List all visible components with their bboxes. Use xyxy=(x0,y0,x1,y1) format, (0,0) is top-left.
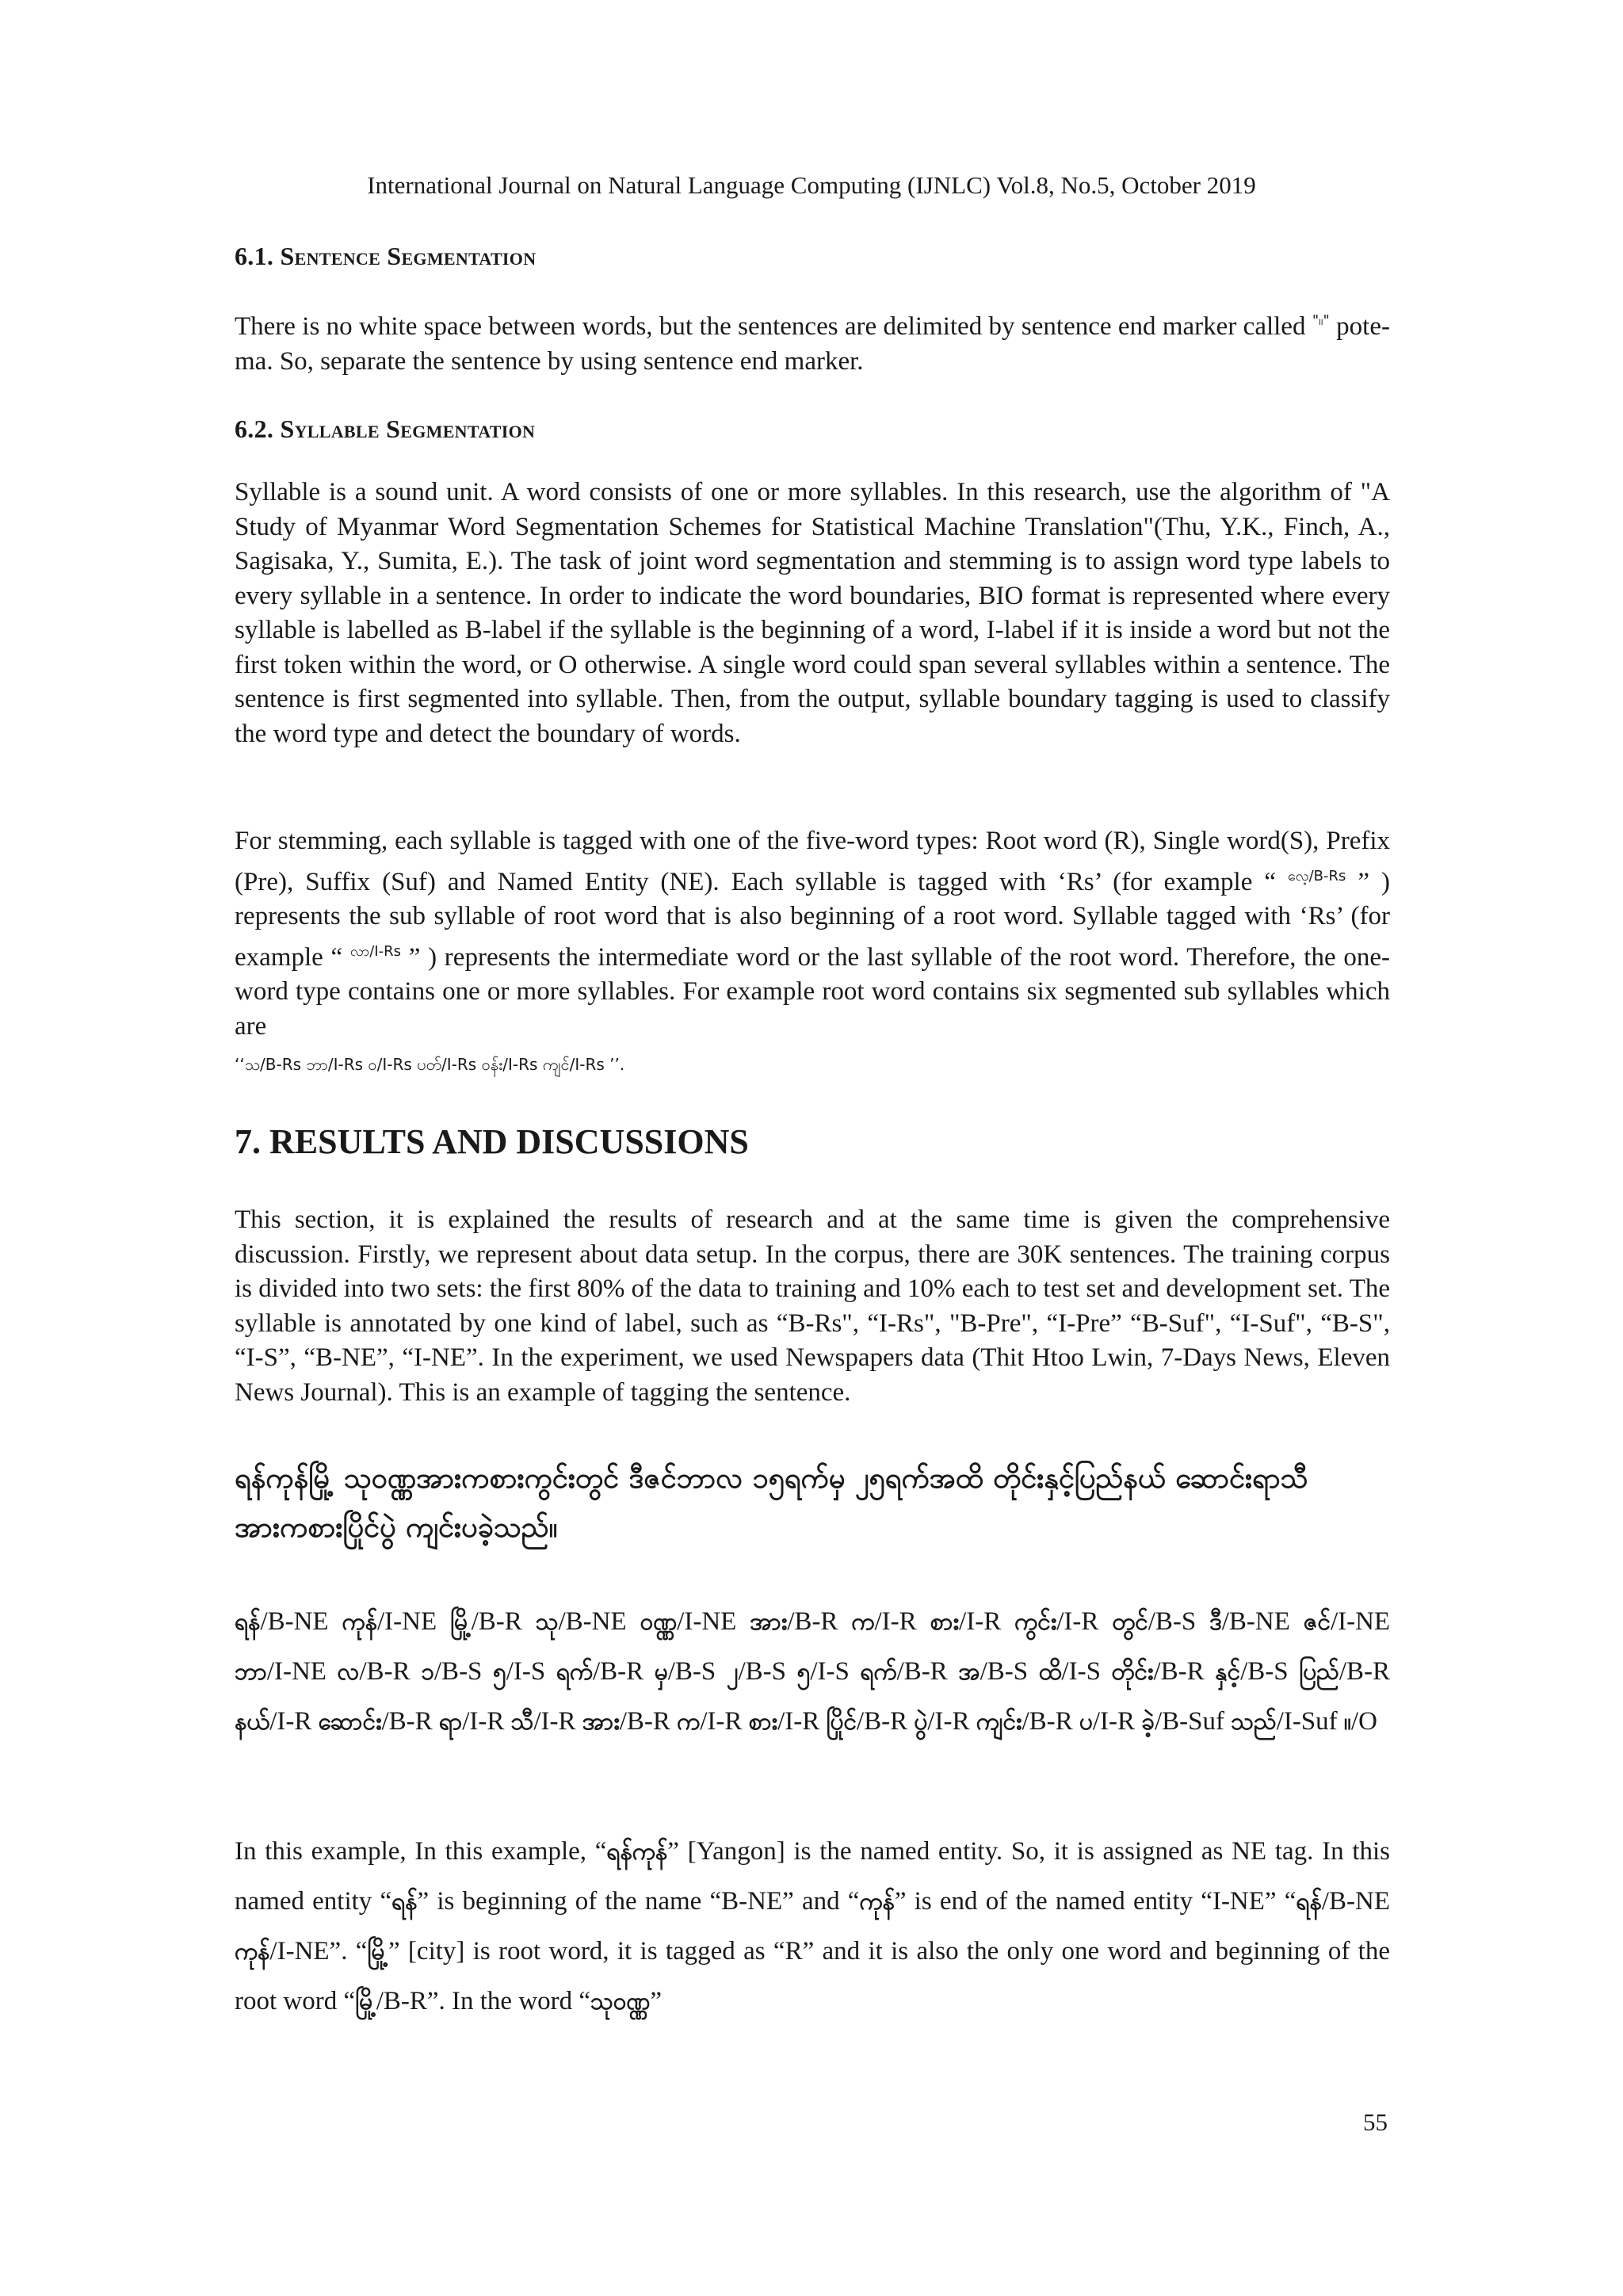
tagged-token xyxy=(1141,1707,1224,1736)
section-7-paragraph-2 xyxy=(235,1827,1390,2027)
token-tag: /B-S xyxy=(433,1657,483,1686)
myanmar-word: ကုန် xyxy=(235,1938,270,1966)
tagged-token xyxy=(1079,1707,1135,1736)
tagged-token xyxy=(536,1607,627,1636)
tagged-token xyxy=(1299,1657,1390,1686)
token-tag: /I-S xyxy=(810,1657,850,1686)
tagged-token xyxy=(1112,1607,1196,1636)
tagged-token xyxy=(338,1657,411,1686)
tagged-token xyxy=(1215,1657,1288,1686)
token-tag: /I-NE xyxy=(376,1607,437,1636)
text-run: ” [Yangon] is the named entity. So, it is assigned as NE tag. In this named entity “ xyxy=(235,1837,1390,1916)
tagged-token xyxy=(749,1707,820,1736)
tagged-token xyxy=(1112,1657,1205,1686)
token-syllable: သည် xyxy=(1231,1708,1277,1736)
token-syllable: ခဲ့ xyxy=(1141,1708,1155,1736)
token-syllable: သီ xyxy=(510,1708,534,1736)
token-tag: /B-S xyxy=(1240,1657,1289,1686)
token-tag: /B-S xyxy=(738,1657,786,1686)
token-syllable: ဇင် xyxy=(1303,1608,1331,1636)
token-syllable: ဝဏ္ဏ xyxy=(640,1608,678,1636)
tagged-token xyxy=(439,1707,504,1736)
sentence-end-marker: "။" xyxy=(1312,312,1330,329)
token-tag: /B-R xyxy=(1022,1707,1073,1736)
token-syllable: ပြိုင် xyxy=(826,1708,857,1736)
token-syllable: အ xyxy=(958,1658,980,1686)
tagged-token xyxy=(677,1707,742,1736)
token-tag: /B-R xyxy=(1338,1657,1391,1686)
text-run: /I-NE”. “ xyxy=(269,1937,368,1966)
token-syllable: ကုန် xyxy=(342,1608,377,1636)
token-tag: /B-S xyxy=(980,1657,1029,1686)
text-run: ” [city] is root word, it is tagged as “R” and it is also the only one word and beginning of the root word “ xyxy=(235,1937,1390,2015)
text-run: ” ) represents the intermediate word or the last syllable of the root word. Therefore, the one-word type contains one or more syllables. For example root word contains six segmented sub syllables which are xyxy=(235,942,1390,1041)
token-syllable: မြို့ xyxy=(450,1608,472,1636)
token-syllable: ပွဲ xyxy=(914,1708,928,1736)
tagged-token xyxy=(582,1707,670,1736)
myanmar-example-sentence: ရန်ကုန်မြို့ သုဝဏ္ဏအားကစားကွင်းတွင် ဒီဇင်ဘာလ ၁၅ရက်မှ ၂၅ရက်အထိ တိုင်းနှင့်ပြည်နယ် ဆောင်းရာသီ အားကစားပြိုင်ပွဲ ကျင်းပခဲ့သည်။ xyxy=(235,1462,1308,1544)
section-6-2-paragraph-2 xyxy=(235,824,1390,1044)
text-run: ” ) represents the sub syllable of root word that is also beginning of a root word. Syllable tagged with ‘Rs’ (for example “ xyxy=(235,867,1391,972)
text-run: For stemming, each syllable is tagged with one of the five-word types: Root word (R), Single word(S), Prefix (Pre), Suffix (Suf) and Named Entity (NE). Each syllable is tagged with ‘Rs’ (for example “ xyxy=(235,827,1390,896)
page-number: 55 xyxy=(1363,2108,1388,2136)
token-syllable: ဒီ xyxy=(1209,1608,1222,1636)
token-syllable: ရက် xyxy=(860,1658,897,1686)
token-syllable: ။ xyxy=(1343,1708,1351,1736)
tagged-token xyxy=(450,1607,522,1636)
token-syllable: အား xyxy=(750,1608,788,1636)
tagged-token xyxy=(342,1607,437,1636)
token-syllable: ၅ xyxy=(493,1658,506,1686)
journal-header: International Journal on Natural Language Computing (IJNLC) Vol.8, No.5, October 2019 xyxy=(367,171,1256,199)
token-tag: /I-NE xyxy=(266,1657,327,1686)
token-syllable: ရန် xyxy=(235,1608,261,1636)
token-tag: /I-R xyxy=(462,1707,505,1736)
tagged-token xyxy=(319,1707,433,1736)
token-syllable: တွင် xyxy=(1112,1608,1148,1636)
tagged-token xyxy=(1304,1607,1390,1636)
tagged-token xyxy=(860,1657,947,1686)
tagged-token xyxy=(1039,1657,1101,1686)
token-syllable: ရက် xyxy=(556,1658,593,1686)
section-7-title: 7. RESULTS AND DISCUSSIONS xyxy=(235,1122,749,1161)
example-tag: လေ့/B-Rs xyxy=(1287,867,1346,884)
token-syllable: စား xyxy=(930,1608,960,1636)
text-run: ” xyxy=(650,1987,662,2015)
token-tag: /B-Suf xyxy=(1154,1707,1224,1736)
tagged-token xyxy=(914,1707,969,1736)
text-run: /B-NE xyxy=(1321,1887,1390,1916)
token-tag: /O xyxy=(1350,1707,1377,1736)
token-tag: /B-NE xyxy=(1221,1607,1290,1636)
token-syllable: ၁ xyxy=(421,1658,434,1686)
tagged-token xyxy=(1209,1607,1290,1636)
token-tag: /I-R xyxy=(874,1607,917,1636)
token-syllable: အား xyxy=(582,1708,620,1736)
tagged-token xyxy=(797,1657,850,1686)
tagged-token xyxy=(727,1657,786,1686)
token-tag: /I-NE xyxy=(1330,1607,1391,1636)
text-run: ” is beginning of the name “B-NE” and “ xyxy=(417,1887,860,1916)
myanmar-word: ရန်ကုန် xyxy=(606,1838,668,1866)
myanmar-word: မြို့ xyxy=(367,1938,388,1966)
text-run: In this example, In this example, “ xyxy=(235,1837,607,1866)
token-tag: /I-Suf xyxy=(1276,1707,1338,1736)
example-tag: လာ/I-Rs xyxy=(349,942,401,960)
tagged-token xyxy=(421,1657,482,1686)
text-run: ” is end of the named entity “I-NE” “ xyxy=(894,1887,1296,1916)
tagged-token xyxy=(958,1657,1028,1686)
token-syllable: တိုင်း xyxy=(1111,1658,1154,1686)
token-syllable: သု xyxy=(535,1608,559,1636)
token-tag: /B-R xyxy=(1153,1657,1205,1686)
token-syllable: နယ် xyxy=(235,1708,270,1736)
token-syllable: ၅ xyxy=(796,1658,811,1686)
token-tag: /I-R xyxy=(533,1707,576,1736)
myanmar-word: သုဝဏ္ဏ xyxy=(590,1988,651,2015)
token-syllable: ကွင်း xyxy=(1014,1608,1057,1636)
tagged-token xyxy=(851,1607,916,1636)
token-tag: /B-NE xyxy=(260,1607,329,1636)
tagged-token xyxy=(976,1707,1073,1736)
myanmar-word: မြို့ xyxy=(355,1988,376,2015)
token-tag: /B-R xyxy=(471,1607,522,1636)
token-syllable: ပ xyxy=(1079,1708,1093,1736)
tagged-token xyxy=(1014,1607,1098,1636)
token-syllable: ဆောင်း xyxy=(318,1708,382,1736)
tagged-token xyxy=(235,1707,311,1736)
tagged-token xyxy=(827,1707,908,1736)
tagged-token xyxy=(655,1657,716,1686)
token-syllable: မှ xyxy=(654,1658,668,1686)
section-6-1-title: 6.1. Sentence Segmentation xyxy=(235,242,537,270)
token-syllable: ကျင်း xyxy=(976,1708,1022,1736)
tagged-token xyxy=(1344,1707,1377,1736)
token-syllable: လ xyxy=(337,1658,360,1686)
token-syllable: ရာ xyxy=(438,1708,463,1736)
section-6-1-paragraph xyxy=(235,304,1390,379)
token-syllable: စား xyxy=(748,1708,778,1736)
token-tag: /B-S xyxy=(1148,1607,1197,1636)
tagged-token xyxy=(235,1607,329,1636)
token-tag: /B-NE xyxy=(558,1607,627,1636)
token-tag: /B-S xyxy=(667,1657,716,1686)
token-tag: /I-S xyxy=(1061,1657,1101,1686)
text-run: pote-ma. So, separate the sentence by using sentence end marker. xyxy=(235,312,1390,376)
token-tag: /B-R xyxy=(359,1657,411,1686)
tagged-token xyxy=(556,1657,643,1686)
token-tag: /B-R xyxy=(592,1657,644,1686)
token-tag: /I-R xyxy=(777,1707,820,1736)
token-syllable: ထိ xyxy=(1038,1658,1062,1686)
root-word-example: ‘‘သ/B-Rs ဘာ/I-Rs ဝ/I-Rs ပတ်/I-Rs ဝန်း/I-Rs ကျင်/I-Rs ’’. xyxy=(235,1055,625,1074)
token-tag: /I-NE xyxy=(677,1607,737,1636)
section-7-paragraph-1: This section, it is explained the results of research and at the same time is given the comprehensive discussion. Firstly, we represent about data setup. In the corpus, there are 30K sentences. The training corpus is divided into two sets: the first 80% of the data to training and 10% each to test set and development set. The syllable is annotated by one kind of label, such as “B-Rs", “I-Rs", "B-Pre", “I-Pre” “B-Suf", “I-Suf", “B-S", “I-S”, “B-NE”, “I-NE”. In the experiment, we used Newspapers data (Thit Htoo Lwin, 7-Days News, Eleven News Journal). This is an example of tagging the sentence. xyxy=(235,1205,1390,1407)
token-tag: /B-R xyxy=(381,1707,433,1736)
token-syllable: ဘာ xyxy=(235,1658,267,1686)
token-tag: /B-R xyxy=(619,1707,670,1736)
token-syllable: ၂ xyxy=(726,1658,739,1686)
tagged-token xyxy=(511,1707,576,1736)
token-tag: /B-R xyxy=(856,1707,908,1736)
text-run: /B-R”. In the word “ xyxy=(376,1987,591,2015)
section-6-2-title: 6.2. Syllable Segmentation xyxy=(235,415,536,443)
token-tag: /I-S xyxy=(506,1657,546,1686)
tagged-token xyxy=(1231,1707,1337,1736)
myanmar-word: ကုန် xyxy=(859,1888,895,1916)
tagged-sentence xyxy=(235,1597,1390,1747)
token-tag: /I-R xyxy=(927,1707,970,1736)
tagged-token xyxy=(930,1607,1002,1636)
myanmar-word: ရန် xyxy=(391,1888,418,1916)
token-syllable: က xyxy=(677,1708,701,1736)
text-run: There is no white space between words, but the sentences are delimited by sentence end marker called xyxy=(235,312,1312,341)
myanmar-word: ရန် xyxy=(1296,1888,1322,1916)
tagged-token xyxy=(750,1607,838,1636)
token-tag: /I-R xyxy=(959,1607,1002,1636)
token-syllable: နှင့် xyxy=(1215,1658,1241,1686)
token-tag: /B-R xyxy=(787,1607,838,1636)
tagged-token xyxy=(640,1607,737,1636)
tagged-token xyxy=(235,1657,327,1686)
token-tag: /I-R xyxy=(1092,1707,1136,1736)
token-tag: /B-R xyxy=(896,1657,948,1686)
tagged-token xyxy=(493,1657,545,1686)
token-tag: /I-R xyxy=(1056,1607,1099,1636)
token-tag: /I-R xyxy=(269,1707,312,1736)
token-tag: /I-R xyxy=(700,1707,743,1736)
section-6-2-paragraph-1: Syllable is a sound unit. A word consists of one or more syllables. In this research, use the algorithm of "A Study of Myanmar Word Segmentation Schemes for Statistical Machine Translation"(Thu, Y.K., Finch, A., Sagisaka, Y., Sumita, E.). The task of joint word segmentation and stemming is to assign word type labels to every syllable in a sentence. In order to indicate the word boundaries, BIO format is represented where every syllable is labelled as B-label if the syllable is the beginning of a word, I-label if it is inside a word but not the first token within the word, or O otherwise. A single word could span several syllables within a sentence. The sentence is first segmented into syllable. Then, from the output, syllable boundary tagging is used to classify the word type and detect the boundary of words. xyxy=(235,478,1390,748)
token-syllable: ပြည် xyxy=(1299,1658,1339,1686)
token-syllable: က xyxy=(851,1608,875,1636)
